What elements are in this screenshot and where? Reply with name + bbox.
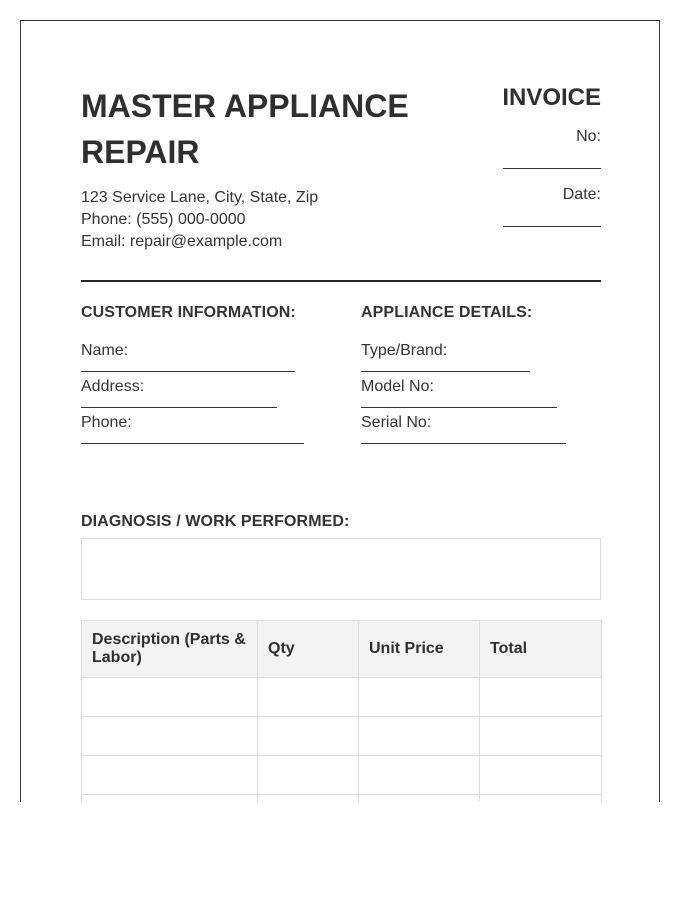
header-total: Total — [480, 621, 602, 678]
customer-address-label: Address: — [81, 378, 145, 395]
appliance-details — [361, 303, 601, 444]
cell-qty[interactable] — [258, 678, 359, 717]
cell-unit-price[interactable] — [359, 756, 480, 795]
header-qty: Qty — [258, 621, 359, 678]
header-unit-price: Unit Price — [359, 621, 480, 678]
company-contact — [81, 187, 318, 253]
cell-unit-price[interactable] — [359, 717, 480, 756]
table-row — [82, 756, 602, 795]
table-row — [82, 717, 602, 756]
appliance-section-title: APPLIANCE DETAILS: — [361, 304, 533, 321]
table-header-row — [82, 621, 602, 678]
appliance-model-label: Model No: — [361, 378, 434, 395]
cell-total[interactable] — [480, 717, 602, 756]
customer-information — [81, 303, 331, 444]
header-divider — [81, 280, 601, 282]
customer-section-title: CUSTOMER INFORMATION: — [81, 304, 296, 321]
customer-phone-line[interactable] — [81, 442, 304, 444]
invoice-page — [20, 20, 660, 802]
table-row — [82, 795, 602, 803]
cell-qty[interactable] — [258, 717, 359, 756]
company-name: MASTER APPLIANCE REPAIR — [81, 88, 409, 170]
appliance-type-label: Type/Brand: — [361, 342, 448, 359]
header-description: Description (Parts & Labor) — [82, 621, 258, 678]
cell-description[interactable] — [82, 795, 258, 803]
cell-description[interactable] — [82, 678, 258, 717]
cell-description[interactable] — [82, 756, 258, 795]
invoice-title: INVOICE — [502, 84, 601, 111]
cell-description[interactable] — [82, 717, 258, 756]
invoice-date-line[interactable] — [503, 225, 601, 227]
appliance-serial-label: Serial No: — [361, 414, 432, 431]
company-address: 123 Service Lane, City, State, Zip — [81, 189, 319, 206]
company-email: Email: repair@example.com — [81, 233, 283, 250]
diagnosis-input-box[interactable] — [81, 538, 601, 600]
cell-unit-price[interactable] — [359, 678, 480, 717]
line-items-table — [81, 620, 602, 802]
cell-qty[interactable] — [258, 756, 359, 795]
table-row — [82, 678, 602, 717]
diagnosis-title: DIAGNOSIS / WORK PERFORMED: — [81, 513, 350, 530]
cell-total[interactable] — [480, 678, 602, 717]
appliance-serial-line[interactable] — [361, 442, 566, 444]
customer-name-label: Name: — [81, 342, 129, 359]
customer-phone-label: Phone: — [81, 414, 132, 431]
invoice-meta — [441, 83, 601, 232]
invoice-no-label: No: — [576, 128, 601, 145]
cell-qty[interactable] — [258, 795, 359, 803]
cell-unit-price[interactable] — [359, 795, 480, 803]
invoice-no-line[interactable] — [503, 167, 601, 169]
cell-total[interactable] — [480, 756, 602, 795]
invoice-date-label: Date: — [562, 186, 601, 203]
cell-total[interactable] — [480, 795, 602, 803]
company-phone: Phone: (555) 000-0000 — [81, 211, 246, 228]
